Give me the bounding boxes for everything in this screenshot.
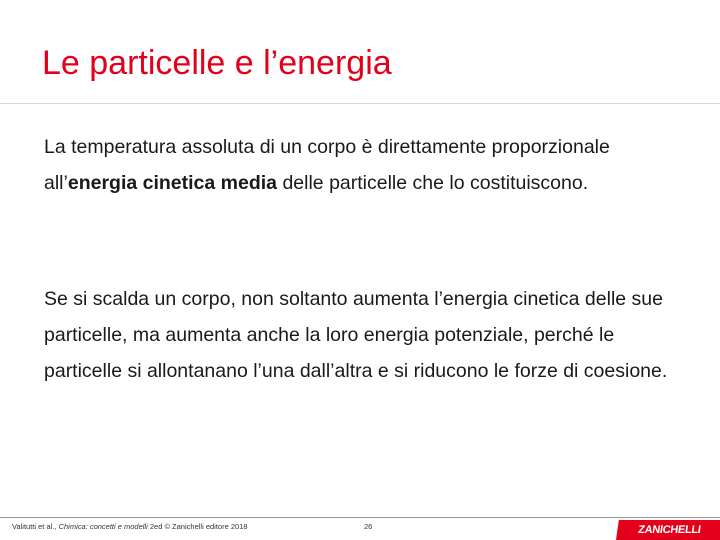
footer-citation	[12, 522, 248, 531]
paragraph-temperature	[44, 129, 684, 201]
title-divider	[0, 103, 720, 104]
footer-divider	[0, 517, 720, 518]
footer-edition: 2ed © Zanichelli editore 2018	[147, 522, 248, 531]
paragraph1-text-after: delle particelle che lo costituiscono.	[277, 172, 589, 194]
footer-book-title: Chimica: concetti e modelli	[58, 522, 148, 531]
page-number: 26	[364, 522, 373, 531]
footer-authors: Valitutti et al.,	[12, 522, 59, 531]
paragraph1-text-before: La temperatura assoluta di un corpo è direttamente proporzionale all’	[44, 136, 610, 194]
paragraph-heating: Se si scalda un corpo, non soltanto aumenta l’energia cinetica delle sue particelle, ma aumenta anche la loro energia potenziale, perché le particelle si allontanano l’una dall’altra e si riducono le forze di coesione.	[44, 288, 668, 382]
zanichelli-logo: ZANICHELLI	[616, 520, 720, 540]
slide-title: Le particelle e l’energia	[42, 44, 392, 82]
paragraph1-bold-term: energia cinetica media	[67, 172, 278, 194]
